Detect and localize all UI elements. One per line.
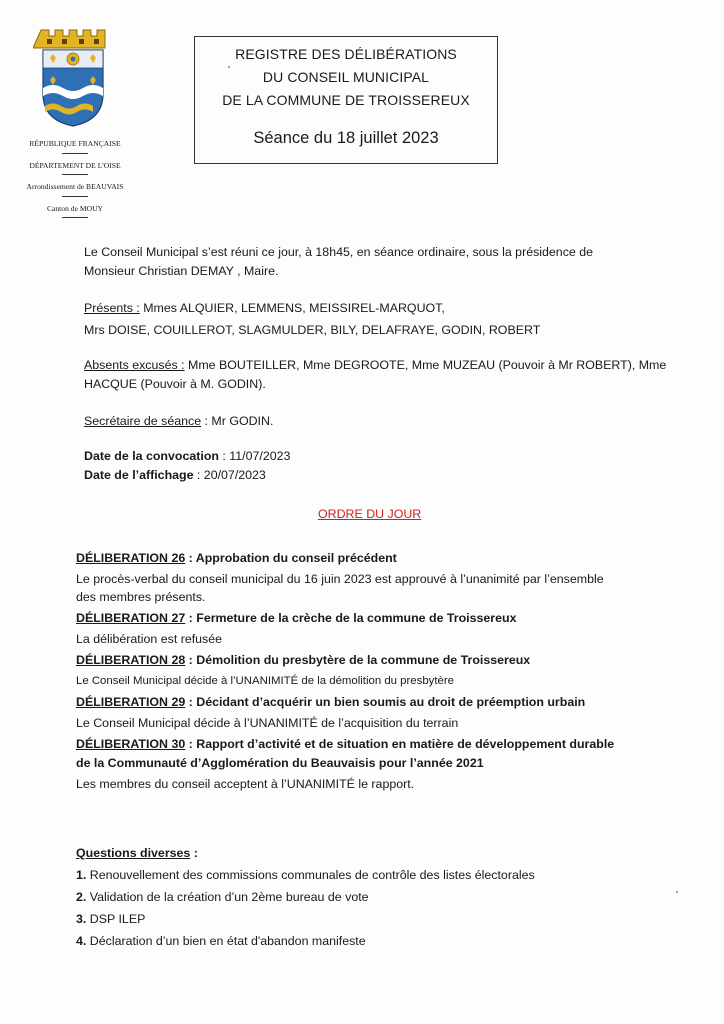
scan-speck [676, 891, 678, 893]
absents-names-1: Mme BOUTEILLER, Mme DEGROOTE, Mme MUZEAU (Pouvoir à Mr ROBERT), Mme [184, 358, 667, 372]
delib-29-title: : Décidant d’acquérir un bien soumis au droit de préemption urbain [185, 695, 586, 709]
delib-26-label: DÉLIBERATION 26 [76, 551, 186, 565]
delib-27-text-1: La délibération est refusée [76, 632, 223, 646]
question-item [76, 864, 696, 886]
delib-30-title: : Rapport d’activité et de situation en matière de développement durable [185, 737, 615, 751]
absents-names-2: HACQUE (Pouvoir à M. GODIN). [84, 377, 266, 391]
convocation-line [84, 447, 704, 466]
question-item [76, 930, 696, 952]
delib-30-text-1: Les membres du conseil acceptent à l’UNANIMITÉ le rapport. [76, 777, 415, 791]
meeting-info [84, 243, 704, 485]
seance-date: Séance du 18 juillet 2023 [253, 129, 439, 147]
presents-label: Présents : [84, 301, 140, 315]
delib-30-label: DÉLIBERATION 30 [76, 737, 186, 751]
convocation-label: Date de la convocation [84, 449, 219, 463]
coat-of-arms-icon [33, 26, 113, 128]
question-text: DSP ILEP [86, 912, 146, 926]
question-item [76, 908, 696, 930]
questions-heading-line [76, 842, 696, 864]
delib-26-text-2: des membres présents. [76, 590, 206, 604]
title-line-3: DE LA COMMUNE DE TROISSEREUX [222, 92, 470, 108]
delib-28-title: : Démolition du presbytère de la commune de Troissereux [185, 653, 531, 667]
delib-27-label: DÉLIBERATION 27 [76, 611, 186, 625]
delib-30-heading [76, 734, 696, 755]
delib-27-heading [76, 608, 696, 629]
scan-speck [228, 66, 230, 68]
secretaire-value: : Mr GODIN. [201, 414, 274, 428]
delib-27-title: : Fermeture de la crèche de la commune de Troissereux [185, 611, 517, 625]
questions-list [76, 864, 696, 952]
delib-28-label: DÉLIBERATION 28 [76, 653, 186, 667]
questions-diverses [76, 842, 696, 952]
absents-line-1 [84, 356, 704, 375]
presents-names-2: Mrs DOISE, COUILLEROT, SLAGMULDER, BILY, DELAFRAYE, GODIN, ROBERT [84, 323, 541, 337]
questions-colon: : [190, 846, 198, 860]
title-line-2: DU CONSEIL MUNICIPAL [262, 69, 430, 85]
delib-26-heading [76, 548, 696, 569]
secretaire-line [84, 412, 704, 431]
affichage-value: : 20/07/2023 [193, 468, 266, 482]
ordre-du-jour-heading: ORDRE DU JOUR [318, 507, 422, 521]
republique-label: RÉPUBLIQUE FRANÇAISE [29, 139, 121, 148]
delib-26-title: : Approbation du conseil précédent [185, 551, 397, 565]
departement-label: DÉPARTEMENT DE L'OISE [29, 160, 121, 170]
title-box [194, 36, 498, 164]
affichage-label: Date de l’affichage [84, 468, 194, 482]
intro-line-1: Le Conseil Municipal s’est réuni ce jour, à 18h45, en séance ordinaire, sous la présidence de [84, 245, 594, 259]
deliberations-list [76, 548, 696, 795]
arrondissement-label: Arrondissement de BEAUVAIS [26, 182, 124, 192]
affichage-line [84, 466, 704, 485]
question-text: Validation de la création d’un 2ème bureau de vote [86, 890, 369, 904]
question-text: Déclaration d’un bien en état d'abandon manifeste [86, 934, 366, 948]
question-number: 1. [76, 868, 87, 882]
delib-29-text-1: Le Conseil Municipal décide à l’UNANIMITÉ de l’acquisition du terrain [76, 716, 459, 730]
question-number: 4. [76, 934, 87, 948]
intro-line-2: Monsieur Christian DEMAY , Maire. [84, 264, 279, 278]
question-number: 3. [76, 912, 87, 926]
question-item [76, 886, 696, 908]
absents-label: Absents excusés : [84, 358, 185, 372]
delib-29-heading [76, 692, 696, 713]
admin-header [14, 140, 136, 226]
questions-heading: Questions diverses [76, 846, 191, 860]
question-text: Renouvellement des commissions communales de contrôle des listes électorales [86, 868, 535, 882]
delib-29-label: DÉLIBERATION 29 [76, 695, 186, 709]
delib-26-text-1: Le procès-verbal du conseil municipal du 16 juin 2023 est approuvé à l’unanimité par l’ensemble [76, 572, 604, 586]
delib-28-text-1: Le Conseil Municipal décide à l’UNANIMITÉ de la démolition du presbytère [76, 675, 454, 687]
delib-28-heading [76, 650, 696, 671]
question-number: 2. [76, 890, 87, 904]
canton-label: Canton de MOUY [46, 203, 104, 213]
presents-names-1: Mmes ALQUIER, LEMMENS, MEISSIREL-MARQUOT, [139, 301, 445, 315]
presents-line-1 [84, 299, 704, 318]
delib-30-title-2: de la Communauté d’Agglomération du Beauvaisis pour l’année 2021 [76, 756, 484, 770]
secretaire-label: Secrétaire de séance [84, 414, 202, 428]
convocation-value: : 11/07/2023 [218, 449, 291, 463]
title-line-1: REGISTRE DES DÉLIBÉRATIONS [235, 46, 457, 62]
